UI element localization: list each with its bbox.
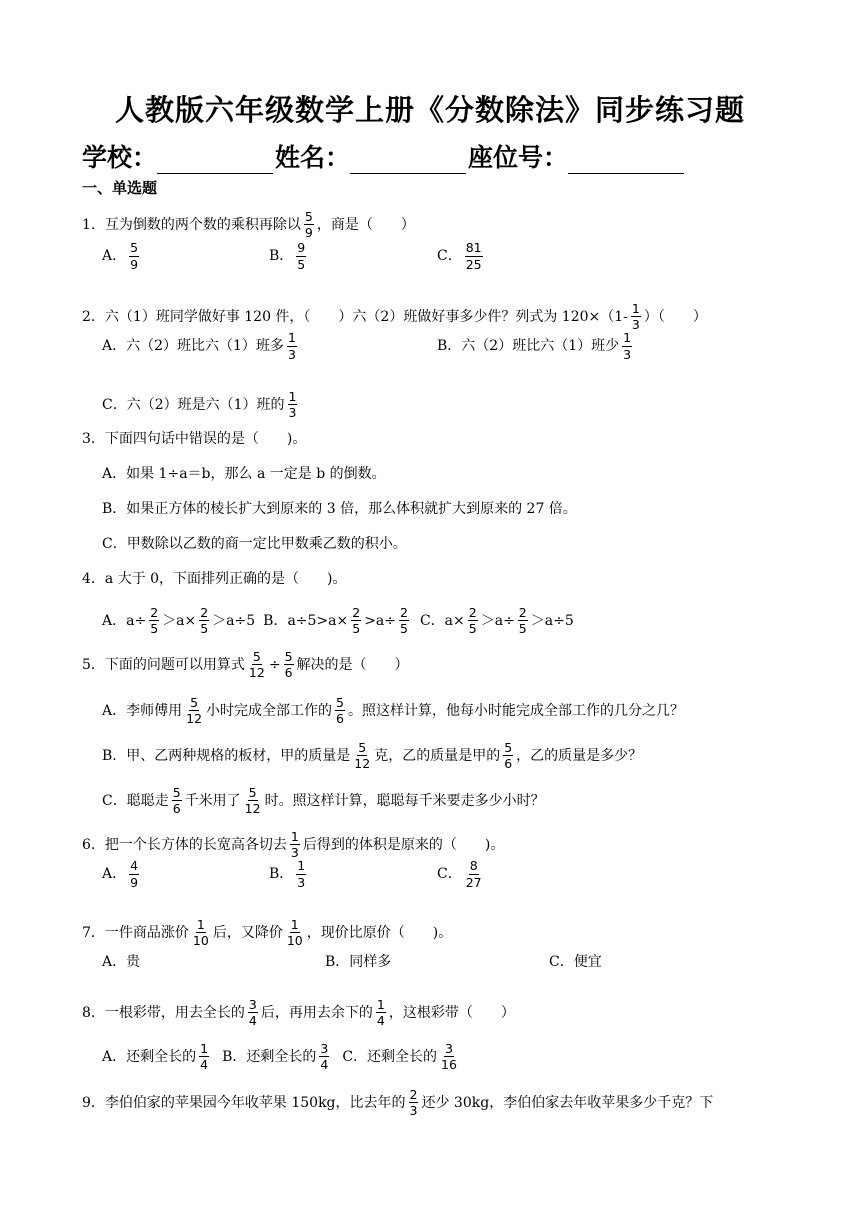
seat-label: 座位号： bbox=[468, 143, 569, 172]
fraction: $\frac{1}{3}$ bbox=[290, 829, 299, 861]
question-text: 还少 30kg，李伯伯家去年收苹果多少千克？下 bbox=[421, 1094, 714, 1111]
student-info-row bbox=[82, 138, 686, 174]
fraction: $\frac{5}{12}$ bbox=[248, 649, 265, 681]
option-c[interactable]: C．六（2）班是六（1）班的 $\frac{1}{3}$ bbox=[102, 389, 297, 421]
option-b[interactable]: B． $\frac{9}{5}$ bbox=[269, 240, 306, 272]
question-text: 5．下面的问题可以用算式 bbox=[82, 656, 245, 673]
question-text: ，这根彩带（ ） bbox=[388, 1004, 515, 1021]
option-a[interactable]: A．李师傅用 $\frac{5}{12}$ 小时完成全部工作的 $\frac{5}{6}$ 。照这样计算，他每小时能完成全部工作的几分之几？ bbox=[102, 695, 684, 727]
section-heading: 一、单选题 bbox=[82, 179, 158, 197]
question-text: ，商是（ ） bbox=[316, 216, 415, 233]
question-text: 8．一根彩带，用去全长的 bbox=[82, 1004, 245, 1021]
question-3: 3．下面四句话中错误的是（ )。 bbox=[82, 431, 307, 447]
question-text: 后，再用去余下的 bbox=[260, 1004, 373, 1021]
option-a[interactable]: A．贵 bbox=[102, 954, 141, 970]
seat-blank[interactable] bbox=[568, 151, 684, 174]
question-6 bbox=[82, 830, 504, 859]
fraction: $\frac{1}{3}$ bbox=[631, 301, 640, 333]
option-b[interactable]: B．六（2）班比六（1）班少 $\frac{1}{3}$ bbox=[437, 330, 632, 362]
fraction: $\frac{5}{9}$ bbox=[304, 209, 313, 241]
question-2 bbox=[82, 302, 707, 331]
question-8 bbox=[82, 998, 515, 1027]
question-text: 1．互为倒数的两个数的乘积再除以 bbox=[82, 216, 301, 233]
option-b[interactable]: B． $\frac{1}{3}$ bbox=[269, 858, 306, 890]
question-text: 9．李伯伯家的苹果园今年收苹果 150kg，比去年的 bbox=[82, 1094, 406, 1111]
option-c[interactable]: C． $\frac{81}{25}$ bbox=[437, 240, 482, 272]
option-b[interactable]: B．甲、乙两种规格的板材，甲的质量是 $\frac{5}{12}$ 克，乙的质量是甲的 $\frac{5}{6}$ ，乙的质量是多少？ bbox=[102, 740, 643, 772]
fraction: $\frac{1}{10}$ bbox=[192, 917, 209, 949]
option-b[interactable]: B．如果正方体的棱长扩大到原来的 3 倍，那么体积就扩大到原来的 27 倍。 bbox=[102, 501, 577, 517]
option-c[interactable]: C．聪聪走 $\frac{5}{6}$ 千米用了 $\frac{5}{12}$ 时。照这样计算，聪聪每千米要走多少小时？ bbox=[102, 785, 545, 817]
question-9 bbox=[82, 1088, 713, 1117]
fraction: $\frac{1}{4}$ bbox=[376, 997, 385, 1029]
fraction: $\frac{5}{6}$ bbox=[284, 649, 293, 681]
option-b[interactable]: B．还剩全长的 $\frac{3}{4}$ bbox=[222, 1041, 329, 1073]
option-a[interactable]: A．六（2）班比六（1）班多 $\frac{1}{3}$ bbox=[102, 330, 296, 362]
page-title: 人教版六年级数学上册《分数除法》同步练习题 bbox=[114, 93, 745, 127]
question-4-options bbox=[102, 606, 574, 635]
option-a[interactable]: A．还剩全长的 $\frac{1}{4}$ bbox=[102, 1041, 209, 1073]
question-text: ，现价比原价（ )。 bbox=[306, 924, 453, 941]
fraction: $\frac{1}{10}$ bbox=[286, 917, 303, 949]
option-b[interactable]: B．同样多 bbox=[325, 954, 392, 970]
question-5: 5．下面的问题可以用算式 $\frac{5}{12}$ ÷ $\frac{5}{6}$ 解决的是（ ） bbox=[82, 649, 409, 681]
question-text: ）（ ） bbox=[643, 308, 707, 325]
name-label: 姓名： bbox=[275, 143, 351, 172]
fraction: $\frac{2}{3}$ bbox=[409, 1087, 418, 1119]
question-4: 4．a 大于 0，下面排列正确的是（ )。 bbox=[82, 571, 347, 587]
option-c[interactable]: C．还剩全长的 $\frac{3}{16}$ bbox=[342, 1041, 457, 1073]
name-blank[interactable] bbox=[350, 151, 466, 174]
option-c[interactable]: C．便宜 bbox=[549, 954, 602, 970]
question-text: 2．六（1）班同学做好事 120 件，（ ）六（2）班做好事多少件？列式为 120×（1- bbox=[82, 308, 628, 325]
option-c[interactable]: C．a× $\frac{2}{5}$ ＞a÷ $\frac{2}{5}$ ＞a÷5 bbox=[419, 605, 574, 637]
question-text: 6．把一个长方体的长宽高各切去 bbox=[82, 836, 287, 853]
option-b[interactable]: B．a÷5>a× $\frac{2}{5}$ >a÷ $\frac{2}{5}$ bbox=[263, 605, 408, 637]
fraction: $\frac{3}{4}$ bbox=[248, 997, 257, 1029]
option-a[interactable]: A． $\frac{4}{9}$ bbox=[102, 858, 139, 890]
school-label: 学校： bbox=[82, 143, 158, 172]
option-c[interactable]: C．甲数除以乙数的商一定比甲数乘乙数的积小。 bbox=[102, 536, 407, 552]
question-1 bbox=[82, 210, 415, 239]
question-text: 后，又降价 bbox=[212, 924, 283, 941]
option-c[interactable]: C． $\frac{8}{27}$ bbox=[437, 858, 482, 890]
option-a[interactable]: A． $\frac{5}{9}$ bbox=[102, 240, 139, 272]
question-text: 后得到的体积是原来的（ )。 bbox=[302, 836, 505, 853]
option-a[interactable]: A．a÷ $\frac{2}{5}$ ＞a× $\frac{2}{5}$ ＞a÷5 bbox=[102, 605, 256, 637]
question-text: 解决的是（ ） bbox=[296, 656, 409, 673]
option-a[interactable]: A．如果 1÷a＝b，那么 a 一定是 b 的倒数。 bbox=[102, 466, 386, 482]
question-text: 7．一件商品涨价 bbox=[82, 924, 189, 941]
question-7 bbox=[82, 918, 452, 947]
question-8-options bbox=[102, 1042, 461, 1071]
school-blank[interactable] bbox=[157, 151, 273, 174]
